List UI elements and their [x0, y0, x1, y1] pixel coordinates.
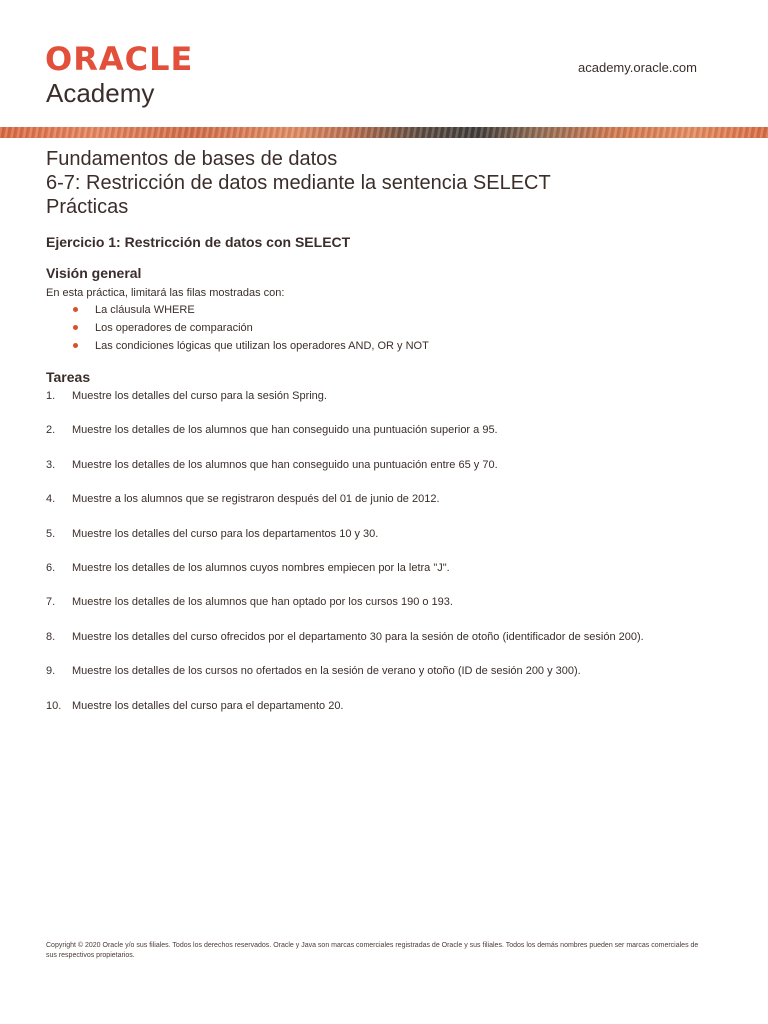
task-number: 8.: [46, 630, 56, 643]
task-text: Muestre los detalles de los cursos no ofertados en la sesión de verano y otoño (ID de sesión 200 y 300).: [72, 665, 581, 678]
document-title: [46, 147, 551, 219]
bullet-item: [72, 322, 429, 340]
task-text: Muestre los detalles del curso para el departamento 20.: [72, 699, 344, 712]
task-text: Muestre los detalles de los alumnos que han conseguido una puntuación superior a 95.: [72, 424, 498, 437]
bullet-item: [72, 304, 429, 322]
academy-logo-text: Academy: [46, 78, 155, 108]
task-number: 10.: [46, 699, 62, 712]
task-number: 2.: [46, 424, 56, 437]
title-course: Fundamentos de bases de datos: [46, 148, 338, 170]
task-text: Muestre a los alumnos que se registraron después del 01 de junio de 2012.: [72, 493, 440, 506]
copyright-notice: Copyright © 2020 Oracle y/o sus filiales. Todos los derechos reservados. Oracle y Java son marcas comerciales registradas de Oracle y sus filiales. Todos los demás nombres pueden ser marcas comerciales de sus respectivos propietarios.: [46, 942, 699, 959]
task-text: Muestre los detalles de los alumnos que han conseguido una puntuación entre 65 y 70.: [72, 458, 498, 471]
title-type: Prácticas: [46, 196, 129, 218]
task-number: 1.: [46, 390, 56, 402]
bullet-dot-icon: [73, 325, 78, 330]
header-banner-texture: [0, 127, 768, 138]
task-text: Muestre los detalles de los alumnos cuyos nombres empiecen por la letra "J".: [72, 561, 450, 574]
bullet-text: Las condiciones lógicas que utilizan los operadores AND, OR y NOT: [95, 340, 429, 352]
title-lesson: 6-7: Restricción de datos mediante la sentencia SELECT: [46, 172, 551, 194]
task-text: Muestre los detalles del curso para la sesión Spring.: [72, 390, 327, 402]
task-text: Muestre los detalles de los alumnos que han optado por los cursos 190 o 193.: [72, 596, 453, 609]
bullet-text: Los operadores de comparación: [95, 322, 253, 334]
oracle-logo: ORACLE: [45, 40, 194, 78]
task-number: 4.: [46, 493, 56, 506]
task-number: 5.: [46, 527, 56, 540]
bullet-dot-icon: [73, 307, 78, 312]
site-url: academy.oracle.com: [578, 60, 697, 75]
task-number: 3.: [46, 458, 56, 471]
overview-bullet-list: [72, 304, 429, 358]
bullet-dot-icon: [73, 343, 78, 348]
task-text: Muestre los detalles del curso para los departamentos 10 y 30.: [72, 527, 379, 540]
bullet-text: La cláusula WHERE: [95, 304, 195, 316]
tasks-heading: Tareas: [46, 369, 91, 385]
task-number: 7.: [46, 596, 56, 609]
overview-intro: En esta práctica, limitará las filas mostradas con:: [46, 287, 285, 299]
task-text: Muestre los detalles del curso ofrecidos por el departamento 30 para la sesión de otoño (identificador de sesión 200).: [72, 630, 644, 643]
task-number: 9.: [46, 665, 56, 678]
bullet-item: [72, 340, 429, 358]
exercise-heading: Ejercicio 1: Restricción de datos con SELECT: [46, 234, 351, 250]
task-number: 6.: [46, 561, 56, 574]
overview-heading: Visión general: [46, 265, 142, 281]
